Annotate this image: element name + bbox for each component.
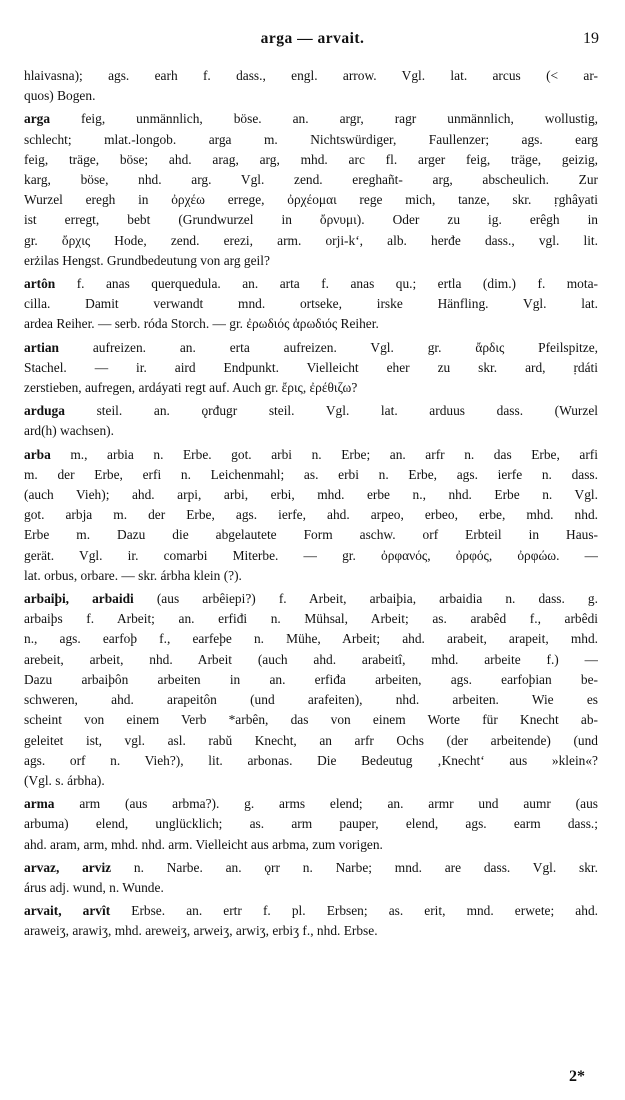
entry-text: arbaiþs f. Arbeit; an. erfiđi n. Mühsal, Arbeit; as. arabêd f., arbêdi <box>24 611 598 627</box>
entry-text: schweren, ahd. arapeitôn (und arafeiten), nhd. arbeiten. Wie es <box>24 692 598 708</box>
entry-text: karg, böse, nhd. arg. Vgl. zend. ereghañt- arg, abscheulich. Zur <box>24 172 598 188</box>
entry-line <box>24 710 598 730</box>
entry-text: m. der Erbe, erfi n. Leichenmahl; as. erbi n. Erbe, ags. ierfe n. dass. <box>24 466 598 482</box>
entry-line <box>24 86 598 106</box>
entry-line <box>24 901 598 921</box>
headword: arbaiþi, arbaidi <box>24 591 134 607</box>
entry-line <box>24 505 598 525</box>
entry-text: Wurzel eregh in ὀρχέω errege, ὀρχέομαι rege mich, tanze, skr. ṛghâyati <box>24 192 598 208</box>
entry-line <box>24 814 598 834</box>
entry-text: Erbe m. Dazu die abgelautete Form aschw. orf Erbteil in Haus- <box>24 527 598 543</box>
entry-line <box>24 670 598 690</box>
entry-text: ardea Reiher. — serb. róda Storch. — gr. ἐρωδιός ἀρωδιός Reiher. <box>24 316 379 332</box>
entry-line <box>24 251 598 271</box>
dictionary-entry <box>24 109 598 271</box>
dictionary-entry <box>24 274 598 335</box>
entry-text: árus adj. wund, n. Wunde. <box>24 879 164 895</box>
entry-text: araweiʒ, arawiʒ, mhd. areweiʒ, arweiʒ, arwiʒ, erbiʒ f., nhd. Erbse. <box>24 923 378 939</box>
entry-text: lat. orbus, orbare. — skr. árbha klein (?). <box>24 567 242 583</box>
headword: arvaz, arviz <box>24 859 112 875</box>
entry-text: arbuma) elend, unglücklich; as. arm pauper, elend, ags. earm dass.; <box>24 816 598 832</box>
entry-line <box>24 609 598 629</box>
headword: arduga <box>24 403 65 419</box>
entry-line <box>24 629 598 649</box>
entry-line <box>24 210 598 230</box>
entry-line <box>24 338 598 358</box>
entry-line <box>24 274 598 294</box>
entry-line <box>24 109 598 129</box>
entry-text: Dazu arbaiþôn arbeiten in an. erfiđa arbeiten, ags. earfoþian be- <box>24 671 598 687</box>
entry-line <box>24 170 598 190</box>
entry-line <box>24 546 598 566</box>
entry-line <box>24 66 598 86</box>
entry-line <box>24 794 598 814</box>
dictionary-entry <box>24 794 598 855</box>
entry-line <box>24 751 598 771</box>
dictionary-entry <box>24 901 598 941</box>
entry-text: gerät. Vgl. ir. comarbi Miterbe. — gr. ὀρφανός, ὀρφός, ὀρφώω. — <box>24 547 598 563</box>
headword: arma <box>24 796 55 812</box>
entry-text: quos) Bogen. <box>24 88 96 104</box>
entry-text: feig, träge, böse; ahd. arag, arg, mhd. arc fl. arger feig, träge, geizig, <box>24 151 598 167</box>
entry-line <box>24 835 598 855</box>
entry-text: n. Narbe. an. ǫrr n. Narbe; mnd. are dass. Vgl. skr. <box>133 859 598 875</box>
entry-text: gr. ὄρχις Hode, zend. erezi, arm. orji-kʻ, alb. herđe dass., vgl. lit. <box>24 232 598 248</box>
entry-text: arebeit, arbeit, nhd. Arbeit (auch ahd. arabeitî, mhd. arbeite f.) — <box>24 651 598 667</box>
headword: artôn <box>24 276 56 292</box>
headword: arvait, arvît <box>24 903 111 919</box>
entry-line <box>24 130 598 150</box>
entry-line <box>24 485 598 505</box>
entry-line <box>24 190 598 210</box>
headword: arga <box>24 111 51 127</box>
entry-line <box>24 858 598 878</box>
dictionary-entry <box>24 66 598 106</box>
dictionary-entry <box>24 445 598 586</box>
entry-text: schlecht; mlat.-longob. arga m. Nichtswürdiger, Faullenzer; ags. earg <box>24 131 598 147</box>
entry-line <box>24 731 598 751</box>
entry-line <box>24 358 598 378</box>
entry-text: arm (aus arbma?). g. arms elend; an. armr und aumr (aus <box>79 796 598 812</box>
dictionary-entries <box>24 66 598 945</box>
entry-line <box>24 465 598 485</box>
entry-text: (Vgl. s. árbha). <box>24 772 105 788</box>
page-number: 19 <box>583 30 599 47</box>
entry-line <box>24 525 598 545</box>
entry-line <box>24 878 598 898</box>
dictionary-entry <box>24 338 598 399</box>
entry-text: geleitet ist, vgl. asl. rabŭ Knecht, an arfr Ochs (der arbeitende) (und <box>24 732 598 748</box>
entry-text: Erbse. an. ertr f. pl. Erbsen; as. erit, mnd. erwete; ahd. <box>131 903 598 919</box>
entry-line <box>24 401 598 421</box>
entry-line <box>24 566 598 586</box>
entry-text: f. anas querquedula. an. arta f. anas qu.; ertla (dim.) f. mota- <box>76 276 598 292</box>
entry-text: ard(h) wachsen). <box>24 423 114 439</box>
entry-text: cilla. Damit verwandt mnd. ortseke, irske Hänfling. Vgl. lat. <box>24 296 598 312</box>
entry-text: got. arbja m. der Erbe, ags. ierfe, ahd. arpeo, erbeo, erbe, mhd. nhd. <box>24 507 598 523</box>
entry-text: steil. an. ǫrđugr steil. Vgl. lat. arduus dass. (Wurzel <box>96 403 598 419</box>
entry-text: feig, unmännlich, böse. an. argr, ragr unmännlich, wollustig, <box>81 111 598 127</box>
entry-line <box>24 650 598 670</box>
entry-text: zerstieben, aufregen, ardáyati regt auf. Auch gr. ἔρις, ἐρέθιζω? <box>24 380 358 396</box>
headword: arba <box>24 446 51 462</box>
entry-line <box>24 421 598 441</box>
running-title: arga — arvait. <box>260 30 365 47</box>
entry-text: erżilas Hengst. Grundbedeutung von arg geil? <box>24 252 270 268</box>
entry-text: scheint von einem Verb *arbên, das von einem Worte für Knecht ab- <box>24 712 598 728</box>
dictionary-entry <box>24 401 598 441</box>
entry-text: (aus arbêiepi?) f. Arbeit, arbaiþia, arbaidia n. dass. g. <box>156 591 598 607</box>
dictionary-entry <box>24 589 598 791</box>
entry-text: (auch Vieh); ahd. arpi, arbi, erbi, mhd. erbe n., nhd. Erbe n. Vgl. <box>24 487 598 503</box>
entry-line <box>24 589 598 609</box>
entry-line <box>24 690 598 710</box>
entry-line <box>24 921 598 941</box>
entry-line <box>24 771 598 791</box>
entry-line <box>24 231 598 251</box>
entry-line <box>24 314 598 334</box>
entry-text: ags. orf n. Vieh?), lit. arbonas. Die Bedeutug ‚Knecht‘ aus »klein«? <box>24 752 598 768</box>
entry-text: Stachel. — ir. aird Endpunkt. Vielleicht eher zu skr. ard, ṛdáti <box>24 359 598 375</box>
entry-line <box>24 378 598 398</box>
dictionary-entry <box>24 858 598 898</box>
entry-text: m., arbia n. Erbe. got. arbi n. Erbe; an. arfr n. das Erbe, arfi <box>70 446 598 462</box>
entry-text: ahd. aram, arm, mhd. nhd. arm. Vielleicht aus arbma, zum vorigen. <box>24 836 383 852</box>
entry-line <box>24 150 598 170</box>
entry-text: aufreizen. an. erta aufreizen. Vgl. gr. ἄρδις Pfeilspitze, <box>92 339 598 355</box>
entry-text: hlaivasna); ags. earh f. dass., engl. arrow. Vgl. lat. arcus (< ar- <box>24 68 598 83</box>
entry-line <box>24 445 598 465</box>
page-header <box>0 30 625 54</box>
signature-mark: 2* <box>569 1068 585 1085</box>
entry-line <box>24 294 598 314</box>
entry-text: n., ags. earfoþ f., earfeþe n. Mühe, Arbeit; ahd. arabeit, arapeit, mhd. <box>24 631 598 647</box>
entry-text: ist erregt, bebt (Grundwurzel in ὄρνυμι). Oder zu ig. erêgh in <box>24 212 598 228</box>
headword: artian <box>24 339 59 355</box>
